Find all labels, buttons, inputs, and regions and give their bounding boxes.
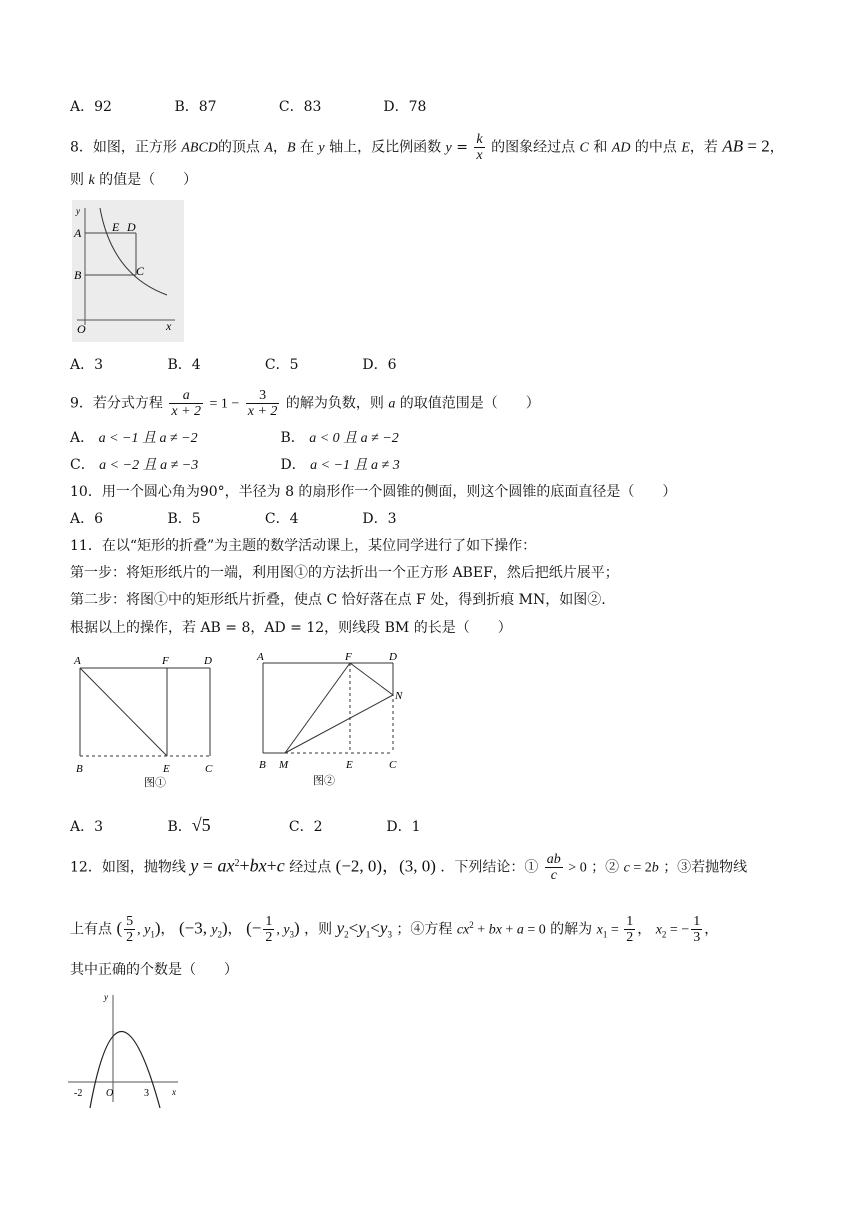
q11-option-b-value: √5	[191, 815, 211, 835]
q12-line1: 12．如图，抛物线 $y = ax^2+bx+c$ 经过点 (−2, 0)，(3, 0) ．下列结论：① $\frac{ab}{c}$ > 0 ；② c = 2b ；③若抛物线	[70, 852, 748, 884]
q8-k-over-x: $\frac{k}{x}$	[476, 132, 483, 163]
q8-label-d: D	[127, 220, 136, 234]
q8-label-o: O	[77, 322, 86, 336]
q11-f2-label-f: F	[345, 651, 352, 663]
q11-f1-label-e: E	[163, 763, 170, 775]
q8-label-a: A	[74, 226, 82, 240]
q8-label-c: C	[136, 264, 145, 278]
q11-f1-label-f: F	[162, 655, 169, 667]
q10-options	[70, 509, 397, 529]
q9-option-b: B．	[280, 430, 305, 446]
q7-option-a: A．92	[70, 99, 112, 115]
q11-line3: 第二步：将图①中的矩形纸片折叠，使点 C 恰好落在点 F 处，得到折痕 MN，如图②.	[70, 592, 606, 608]
q11-figure-1	[72, 648, 222, 788]
q10-option-b: B．5	[167, 511, 201, 527]
q11-options	[70, 815, 421, 837]
q7-option-c: C．83	[278, 99, 322, 115]
q12-label-o: O	[106, 1088, 114, 1099]
q11-f1-label-d: D	[204, 655, 212, 667]
q10-stem: 10．用一个圆心角为90°，半径为 8 的扇形作一个圆锥的侧面，则这个圆锥的底面直径是（ ）	[70, 484, 677, 500]
q11-f2-label-a: A	[257, 651, 264, 663]
q9-option-d: D．	[280, 457, 306, 473]
q11-f1-caption: 图①	[144, 777, 166, 788]
q12-line2: 上有点 ( $\frac{5}{2}$ , $y_1$)， (−3, $y_2$)， (− $\frac{1}{2}$ , $y_3$) ，则 $y_2<y_1<y_3$ ；④方程 $cx^2$ + bx + a = 0 的解为 $x_1$ = $\frac{1}{2}$ ， $x_2$ = − $\frac{1}{3}$ ，	[70, 914, 719, 946]
q11-f2-caption: 图②	[313, 775, 335, 787]
q8-options	[70, 355, 397, 375]
q8-stem-line1: 8．如图，正方形 ABCD的顶点 A，B 在 y 轴上，反比例函数 y = $\frac{k}{x}$ 的图象经过点 C 和 AD 的中点 E，若 AB = 2，	[70, 132, 784, 163]
q8-label-b: B	[74, 268, 82, 282]
q9-options-row2: C． a < −2 且 a ≠ −3 D． a < −1 且 a ≠ 3	[70, 457, 400, 473]
q10-option-d: D．3	[362, 511, 397, 527]
q12-figure	[68, 990, 188, 1110]
q11-line4: 根据以上的操作，若 AB = 8，AD = 12，则线段 BM 的长是（ ）	[70, 620, 512, 636]
q12-parabola	[90, 1032, 160, 1109]
q12-label-3: 3	[144, 1088, 149, 1099]
q11-option-d: D．1	[386, 819, 421, 835]
q11-f2-label-c: C	[389, 759, 397, 771]
q11-f2-label-e: E	[346, 759, 353, 771]
q11-figure-2	[255, 648, 415, 788]
q9-option-a: A．	[70, 430, 95, 446]
q8-label-e: E	[112, 220, 120, 234]
q8-option-c: C．5	[264, 357, 299, 373]
q8-figure	[72, 200, 184, 342]
q8-option-a: A．3	[70, 357, 104, 373]
q11-f2-label-m: M	[279, 759, 289, 771]
q8-option-b: B．4	[167, 357, 201, 373]
q11-f2-label-b: B	[259, 759, 266, 771]
q11-line1: 11．在以“矩形的折叠”为主题的数学活动课上，某位同学进行了如下操作：	[70, 538, 537, 554]
q12-line3: 其中正确的个数是（ ）	[70, 962, 238, 978]
q12-label-neg2: -2	[74, 1088, 83, 1099]
q12-label-x: x	[172, 1087, 176, 1097]
q7-options	[70, 97, 426, 117]
q9-stem: 9．若分式方程 $\frac{a}{x + 2}$ = 1 − $\frac{3}{x + 2}$ 的解为负数，则 a 的取值范围是（ ）	[70, 388, 540, 419]
q11-option-b: B．	[167, 819, 192, 835]
q8-label-x: x	[166, 319, 172, 333]
q11-option-a: A．3	[70, 819, 104, 835]
q12-label-y: y	[104, 992, 108, 1002]
q11-f1-label-b: B	[76, 763, 83, 775]
q11-f2-label-n: N	[395, 690, 403, 702]
q11-f1-label-c: C	[205, 763, 213, 775]
q8-stem-line2: 则 k 的值是（ ）	[70, 172, 198, 188]
q7-option-d: D．78	[383, 99, 427, 115]
q8-option-d: D．6	[362, 357, 397, 373]
q11-f1-label-a: A	[74, 655, 81, 667]
q9-options-row1: A． a < −1 且 a ≠ −2 B． a < 0 且 a ≠ −2	[70, 430, 399, 446]
q11-f2-label-d: D	[389, 651, 397, 663]
q11-line2: 第一步：将矩形纸片的一端，利用图①的方法折出一个正方形 ABEF，然后把纸片展平；	[70, 565, 619, 581]
q11-option-c: C．2	[288, 819, 323, 835]
q10-option-c: C．4	[264, 511, 299, 527]
q10-option-a: A．6	[70, 511, 104, 527]
q7-option-b: B．87	[174, 99, 217, 115]
q8-label-y: y	[76, 206, 80, 216]
q9-option-c: C．	[70, 457, 95, 473]
